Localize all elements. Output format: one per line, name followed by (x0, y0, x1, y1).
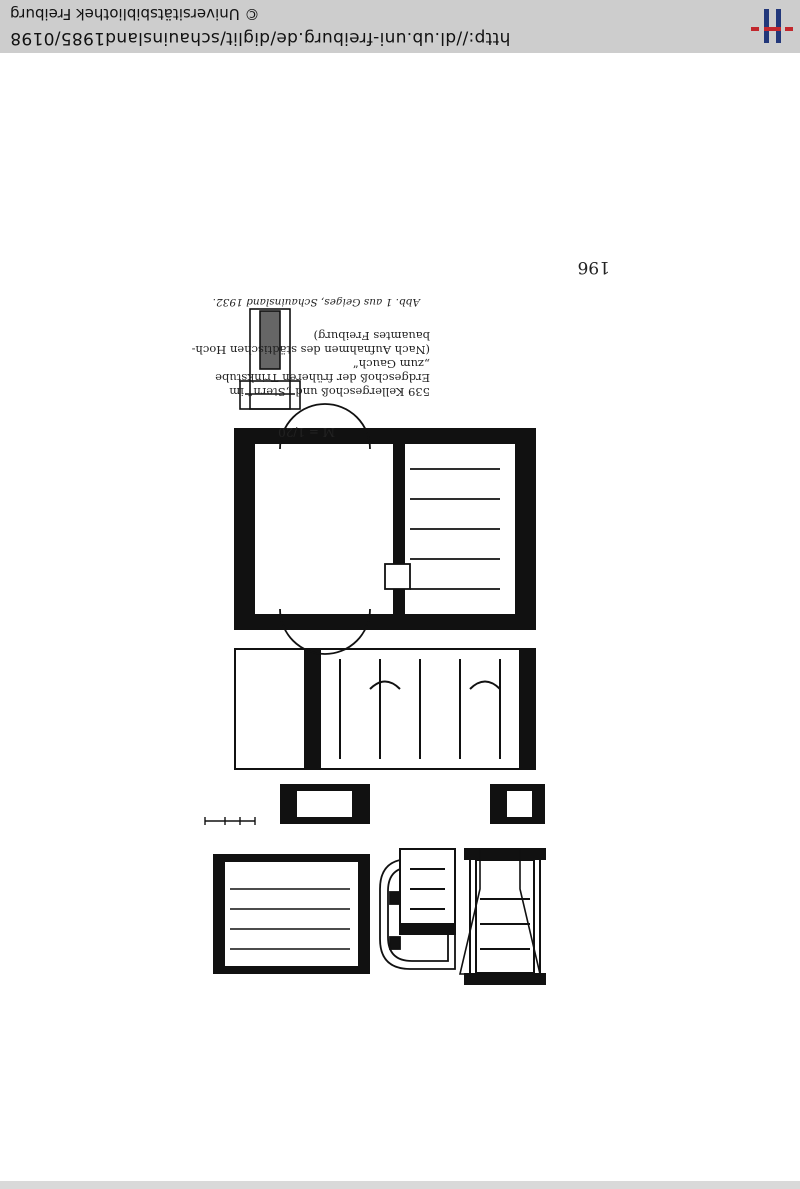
page-number: 196 (577, 257, 610, 277)
detail-drawing-e (213, 854, 370, 974)
footer-bar (0, 0, 800, 53)
figure-caption (192, 329, 430, 399)
footer-copyright: © Universitätsbibliothek Freiburg (10, 5, 260, 23)
caption-line: bauamtes Freiburg) (313, 329, 430, 343)
caption-line: 539 Kellergeschoß und „Stern“ im (229, 385, 430, 399)
caption-line: Erdgeschoß der früheren Trinkstube (215, 371, 430, 385)
detail-drawing-e-inner (230, 889, 350, 949)
caption-line: „zum Gauch“ (352, 357, 430, 371)
image-source: Abb. 1 aus Geiges, Schauinsland 1932. (212, 296, 420, 308)
scale-label: M = 1/20 (278, 425, 335, 439)
detail-drawing-a (465, 849, 545, 984)
detail-drawing-c (400, 849, 455, 934)
caption-line: (Nach Aufnahmen des städtischen Hoch- (191, 343, 430, 357)
scale-bar (205, 817, 255, 825)
footer-url-link[interactable]: http://dl.ub.uni-freiburg.de/diglit/schauinsland1985/0198 (10, 28, 511, 48)
section-drawing (235, 649, 535, 769)
ub-freiburg-logo-icon (751, 7, 793, 45)
